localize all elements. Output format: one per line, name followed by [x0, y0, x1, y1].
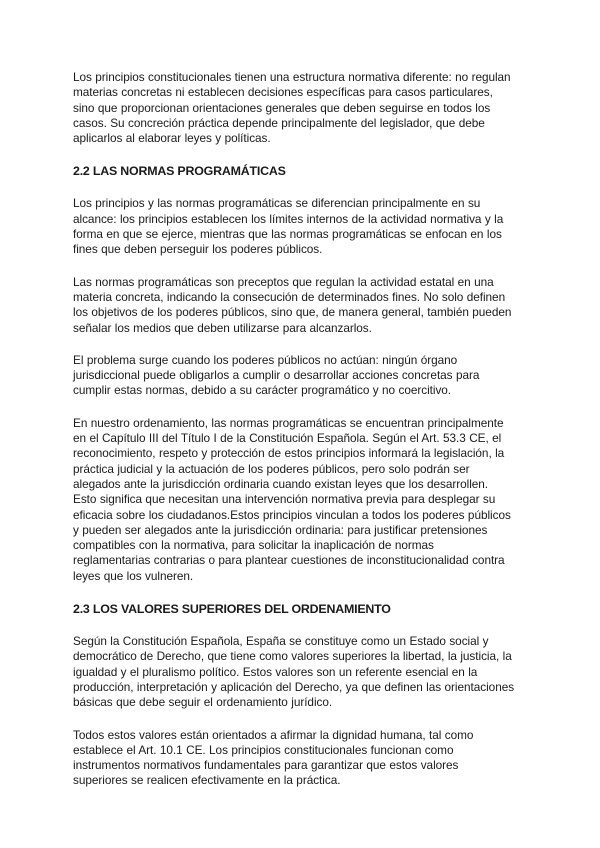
- paragraph: Las normas programáticas son preceptos que regulan la actividad estatal en una materia concreta, indicando la consecución de determinados fines. No solo definen los objetivos de los poderes públicos, sino que, de manera general, también pueden señalar los medios que deben utilizarse para alcanzarlos.: [73, 274, 512, 335]
- section-heading-normas-programaticas: 2.2 LAS NORMAS PROGRAMÁTICAS: [73, 164, 286, 179]
- paragraph: En nuestro ordenamiento, las normas programáticas se encuentran principalmente en el Capítulo III del Título I de la Constitución Española. Según el Art. 53.3 CE, el reconocimiento, respeto y protección de estos principios informará la legislación, la práctica judicial y la actuación de los poderes públicos, pero solo podrán ser alegados ante la jurisdicción ordinaria cuando existan leyes que los desarrollen. Esto significa que necesitan una intervención normativa previa para desplegar su eficacia sobre los ciudadanos.Estos principios vinculan a todos los poderes públicos y pueden ser alegados ante la jurisdicción ordinaria: para justificar pretensiones compatibles con la normativa, para solicitar la inaplicación de normas reglamentarias contrarias o para plantear cuestiones de inconstitucionalidad contra leyes que los vulneren.: [73, 415, 511, 583]
- intro-paragraph: Los principios constitucionales tienen una estructura normativa diferente: no regulan materias concretas ni establecen decisiones específicas para casos particulares, sino que proporcionan orientaciones generales que deben seguirse en todos los casos. Su concreción práctica depende principalmente del legislador, que debe aplicarlos al elaborar leyes y políticas.: [73, 70, 511, 146]
- paragraph: El problema surge cuando los poderes públicos no actúan: ningún órgano jurisdiccional puede obligarlos a cumplir o desarrollar acciones concretas para cumplir estas normas, debido a su carácter programático y no coercitivo.: [73, 352, 480, 398]
- document-page: [73, 70, 535, 806]
- paragraph: Los principios y las normas programáticas se diferencian principalmente en su alcance: los principios establecen los límites internos de la actividad normativa y la forma en que se ejerce, mientras que las normas programáticas se enfocan en los fines que deben perseguir los poderes públicos.: [73, 196, 504, 257]
- section-heading-valores-superiores: 2.3 LOS VALORES SUPERIORES DEL ORDENAMIENTO: [73, 602, 391, 617]
- paragraph: Según la Constitución Española, España se constituye como un Estado social y democrático de Derecho, que tiene como valores superiores la libertad, la justicia, la igualdad y el pluralismo político. Estos valores son un referente esencial en la producción, interpretación y aplicación del Derecho, ya que definen las orientaciones básicas que debe seguir el ordenamiento jurídico.: [73, 634, 515, 710]
- paragraph: Todos estos valores están orientados a afirmar la dignidad humana, tal como establece el Art. 10.1 CE. Los principios constitucionales funcionan como instrumentos normativos fundamentales para garantizar que estos valores superiores se realicen efectivamente en la práctica.: [73, 727, 474, 788]
